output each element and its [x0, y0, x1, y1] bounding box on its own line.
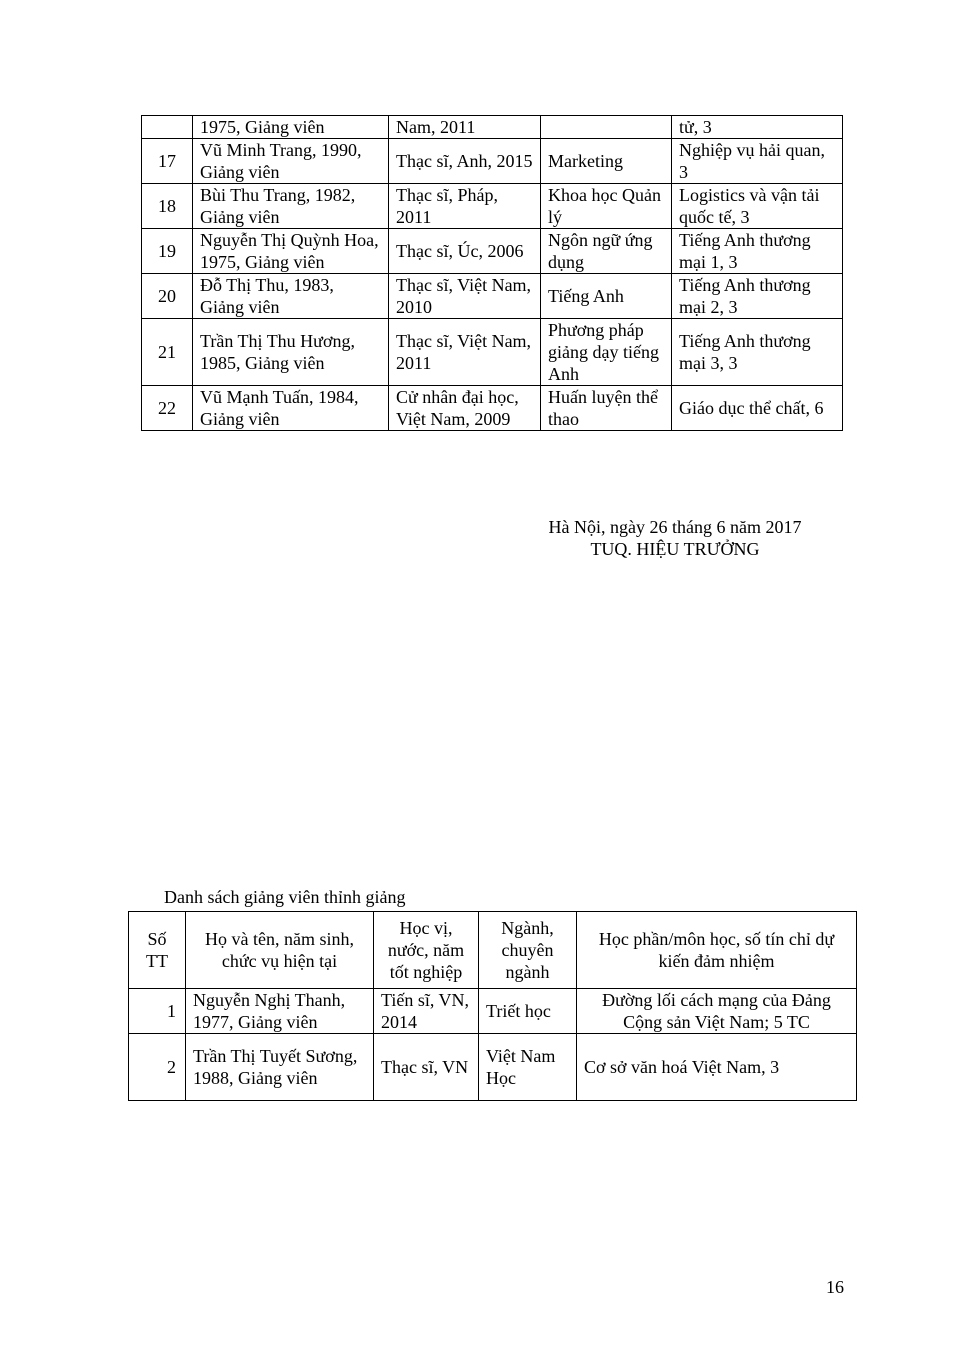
visiting-lecturer-caption: Danh sách giảng viên thỉnh giảng — [164, 887, 406, 907]
lecturer-major: Huấn luyện thể thao — [541, 386, 672, 431]
signatory-title: TUQ. HIỆU TRƯỞNG — [590, 539, 760, 559]
lecturer-major: Triết học — [479, 989, 577, 1034]
table-row — [142, 116, 843, 139]
visiting-lecturer-table — [128, 911, 857, 1101]
table-row — [142, 184, 843, 229]
header-name: Họ và tên, năm sinh, chức vụ hiện tại — [186, 912, 374, 989]
lecturer-table-continued — [141, 115, 843, 431]
header-degree: Học vị, nước, năm tốt nghiệp — [374, 912, 479, 989]
lecturer-name: 1975, Giảng viên — [193, 116, 389, 139]
row-number: 1 — [129, 989, 186, 1034]
table-header-row — [129, 912, 857, 989]
lecturer-course: Nghiệp vụ hải quan, 3 — [672, 139, 843, 184]
row-number: 2 — [129, 1034, 186, 1101]
lecturer-degree: Cử nhân đại học, Việt Nam, 2009 — [389, 386, 541, 431]
row-number: 19 — [142, 229, 193, 274]
lecturer-degree: Nam, 2011 — [389, 116, 541, 139]
date-line: Hà Nội, ngày 26 tháng 6 năm 2017 — [548, 517, 802, 537]
lecturer-degree: Thạc sĩ, Úc, 2006 — [389, 229, 541, 274]
lecturer-degree: Thạc sĩ, Anh, 2015 — [389, 139, 541, 184]
table-row — [142, 386, 843, 431]
header-no: Số TT — [129, 912, 186, 989]
lecturer-major: Ngôn ngữ ứng dụng — [541, 229, 672, 274]
lecturer-major: Phương pháp giảng dạy tiếng Anh — [541, 319, 672, 386]
row-number: 18 — [142, 184, 193, 229]
table-row — [142, 139, 843, 184]
signature-block — [538, 516, 812, 560]
lecturer-course: tử, 3 — [672, 116, 843, 139]
table-row — [142, 229, 843, 274]
page-number: 16 — [826, 1277, 844, 1297]
header-course: Học phần/môn học, số tín chỉ dự kiến đảm nhiệm — [577, 912, 857, 989]
lecturer-major: Việt Nam Học — [479, 1034, 577, 1101]
lecturer-name: Nguyễn Nghị Thanh, 1977, Giảng viên — [186, 989, 374, 1034]
lecturer-name: Vũ Mạnh Tuấn, 1984, Giảng viên — [193, 386, 389, 431]
table-row — [129, 1034, 857, 1101]
lecturer-name: Đỗ Thị Thu, 1983, Giảng viên — [193, 274, 389, 319]
lecturer-degree: Thạc sĩ, VN — [374, 1034, 479, 1101]
lecturer-degree: Thạc sĩ, Việt Nam, 2011 — [389, 319, 541, 386]
table-row — [142, 319, 843, 386]
table-row — [129, 989, 857, 1034]
lecturer-major: Tiếng Anh — [541, 274, 672, 319]
lecturer-major: Khoa học Quản lý — [541, 184, 672, 229]
lecturer-course: Tiếng Anh thương mại 2, 3 — [672, 274, 843, 319]
lecturer-course: Đường lối cách mạng của Đảng Cộng sản Việt Nam; 5 TC — [577, 989, 857, 1034]
lecturer-course: Logistics và vận tải quốc tế, 3 — [672, 184, 843, 229]
lecturer-course: Tiếng Anh thương mại 3, 3 — [672, 319, 843, 386]
lecturer-name: Trần Thị Thu Hương, 1985, Giảng viên — [193, 319, 389, 386]
row-number: 22 — [142, 386, 193, 431]
header-major: Ngành, chuyên ngành — [479, 912, 577, 989]
lecturer-degree: Thạc sĩ, Pháp, 2011 — [389, 184, 541, 229]
lecturer-name: Trần Thị Tuyết Sương, 1988, Giảng viên — [186, 1034, 374, 1101]
lecturer-course: Tiếng Anh thương mại 1, 3 — [672, 229, 843, 274]
row-number: 17 — [142, 139, 193, 184]
row-number: 20 — [142, 274, 193, 319]
row-number — [142, 116, 193, 139]
lecturer-name: Vũ Minh Trang, 1990, Giảng viên — [193, 139, 389, 184]
lecturer-name: Nguyễn Thị Quỳnh Hoa, 1975, Giảng viên — [193, 229, 389, 274]
lecturer-major — [541, 116, 672, 139]
lecturer-course: Cơ sở văn hoá Việt Nam, 3 — [577, 1034, 857, 1101]
lecturer-course: Giáo dục thể chất, 6 — [672, 386, 843, 431]
row-number: 21 — [142, 319, 193, 386]
lecturer-major: Marketing — [541, 139, 672, 184]
lecturer-degree: Thạc sĩ, Việt Nam, 2010 — [389, 274, 541, 319]
table-row — [142, 274, 843, 319]
lecturer-degree: Tiến sĩ, VN, 2014 — [374, 989, 479, 1034]
lecturer-name: Bùi Thu Trang, 1982, Giảng viên — [193, 184, 389, 229]
